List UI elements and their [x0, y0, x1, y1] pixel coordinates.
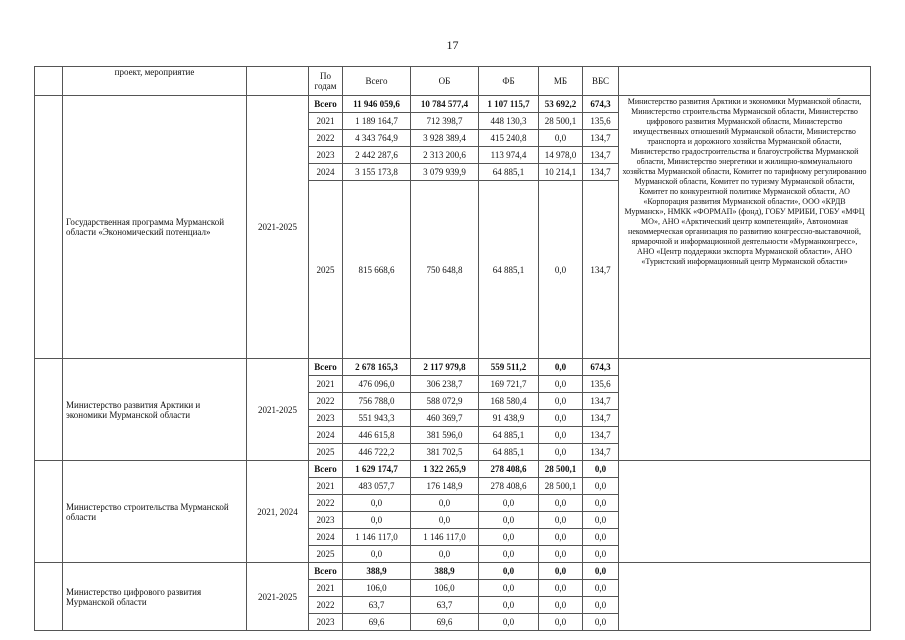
cell-total: 11 946 059,6 [343, 96, 411, 113]
header-index-cell [35, 67, 63, 96]
program-name: Министерство развития Арктики и экономики Мурманской области [63, 359, 247, 461]
cell-total: 4 343 764,9 [343, 130, 411, 147]
cell-year: 2024 [309, 529, 343, 546]
header-period-cell [247, 67, 309, 96]
cell-mb: 0,0 [539, 359, 583, 376]
executors-cell: Министерство развития Арктики и экономики Мурманской области, Министерство строительства Мурманской области, Министерство цифрового развития Мурманской области, Министерство имущественных отношений Мурманской области, Министерство транспорта и дорожного хозяйства Мурманской области, Министерство градостроительства и благоустройства Мурманской области, Министерство энергетики и жилищно-коммунального хозяйства Мурманской области, Комитет по тарифному регулированию Мурманской области, Комитет по туризму Мурманской области, Комитет по конкурентной политике Мурманской области, АО «Корпорация развития Мурманской области», ООО «КРДВ Мурманск», НМКК «ФОРМАП» (фонд), ГОБУ МРИБИ, ГОБУ «МФЦ МО», АНО «Арктический центр компетенций», Автономная некоммерческая организация по развитию конгрессно-выставочной, ярмарочной и информационной деятельности «Мурманконгресс», АНО «Центр поддержки экспорта Мурманской области», АНО «Туристский информационный центр Мурманской области» [619, 96, 871, 359]
cell-ob: 750 648,8 [411, 181, 479, 359]
cell-year: 2023 [309, 614, 343, 631]
cell-fb: 64 885,1 [479, 427, 539, 444]
header-total: Всего [343, 67, 411, 96]
cell-vbs: 134,7 [583, 130, 619, 147]
cell-ob: 0,0 [411, 512, 479, 529]
header-by-years: По годам [309, 67, 343, 96]
cell-ob: 10 784 577,4 [411, 96, 479, 113]
cell-fb: 0,0 [479, 597, 539, 614]
cell-mb: 0,0 [539, 181, 583, 359]
header-executors-cell [619, 67, 871, 96]
cell-year: 2022 [309, 597, 343, 614]
cell-year: 2022 [309, 130, 343, 147]
cell-ob: 0,0 [411, 546, 479, 563]
cell-ob: 2 117 979,8 [411, 359, 479, 376]
cell-mb: 0,0 [539, 546, 583, 563]
cell-mb: 53 692,2 [539, 96, 583, 113]
cell-fb: 559 511,2 [479, 359, 539, 376]
cell-ob: 63,7 [411, 597, 479, 614]
cell-ob: 2 313 200,6 [411, 147, 479, 164]
cell-year: 2025 [309, 181, 343, 359]
program-name: Министерство строительства Мурманской области [63, 461, 247, 563]
cell-total: 2 442 287,6 [343, 147, 411, 164]
cell-mb: 0,0 [539, 410, 583, 427]
cell-ob: 588 072,9 [411, 393, 479, 410]
cell-vbs: 135,6 [583, 376, 619, 393]
cell-total: 0,0 [343, 495, 411, 512]
cell-mb: 0,0 [539, 376, 583, 393]
cell-fb: 1 107 115,7 [479, 96, 539, 113]
index-cell [35, 461, 63, 563]
cell-fb: 0,0 [479, 529, 539, 546]
cell-total: 446 615,8 [343, 427, 411, 444]
cell-fb: 64 885,1 [479, 164, 539, 181]
cell-total: 446 722,2 [343, 444, 411, 461]
cell-total: 0,0 [343, 546, 411, 563]
program-period: 2021-2025 [247, 359, 309, 461]
cell-fb: 0,0 [479, 614, 539, 631]
cell-mb: 28 500,1 [539, 478, 583, 495]
cell-year: 2025 [309, 546, 343, 563]
index-cell [35, 563, 63, 631]
cell-ob: 306 238,7 [411, 376, 479, 393]
header-mb: МБ [539, 67, 583, 96]
cell-ob: 381 702,5 [411, 444, 479, 461]
cell-fb: 0,0 [479, 546, 539, 563]
cell-vbs: 674,3 [583, 96, 619, 113]
cell-total: 756 788,0 [343, 393, 411, 410]
cell-mb: 0,0 [539, 130, 583, 147]
program-period: 2021-2025 [247, 563, 309, 631]
cell-total: 388,9 [343, 563, 411, 580]
table-row [35, 96, 871, 113]
cell-mb: 0,0 [539, 495, 583, 512]
cell-total: 106,0 [343, 580, 411, 597]
cell-fb: 0,0 [479, 512, 539, 529]
cell-year: Всего [309, 461, 343, 478]
cell-vbs: 0,0 [583, 495, 619, 512]
cell-fb: 0,0 [479, 580, 539, 597]
cell-year: Всего [309, 96, 343, 113]
cell-ob: 381 596,0 [411, 427, 479, 444]
executors-cell [619, 359, 871, 461]
cell-year: 2021 [309, 376, 343, 393]
index-cell [35, 96, 63, 359]
cell-ob: 3 079 939,9 [411, 164, 479, 181]
header-ob: ОБ [411, 67, 479, 96]
cell-year: 2022 [309, 495, 343, 512]
cell-vbs: 0,0 [583, 546, 619, 563]
header-fb: ФБ [479, 67, 539, 96]
program-name: Государственная программа Мурманской области «Экономический потенциал» [63, 96, 247, 359]
program-name: Министерство цифрового развития Мурманской области [63, 563, 247, 631]
header-vbs: ВБС [583, 67, 619, 96]
cell-vbs: 0,0 [583, 461, 619, 478]
cell-vbs: 0,0 [583, 478, 619, 495]
cell-fb: 91 438,9 [479, 410, 539, 427]
cell-mb: 0,0 [539, 444, 583, 461]
cell-mb: 0,0 [539, 427, 583, 444]
cell-vbs: 674,3 [583, 359, 619, 376]
cell-fb: 64 885,1 [479, 181, 539, 359]
cell-ob: 0,0 [411, 495, 479, 512]
cell-vbs: 0,0 [583, 529, 619, 546]
cell-year: 2021 [309, 478, 343, 495]
cell-total: 476 096,0 [343, 376, 411, 393]
cell-ob: 388,9 [411, 563, 479, 580]
cell-mb: 0,0 [539, 393, 583, 410]
cell-fb: 278 408,6 [479, 461, 539, 478]
cell-year: 2022 [309, 393, 343, 410]
cell-mb: 28 500,1 [539, 113, 583, 130]
cell-ob: 176 148,9 [411, 478, 479, 495]
cell-mb: 14 978,0 [539, 147, 583, 164]
cell-year: 2024 [309, 427, 343, 444]
cell-year: 2023 [309, 512, 343, 529]
cell-total: 69,6 [343, 614, 411, 631]
cell-vbs: 134,7 [583, 410, 619, 427]
cell-mb: 0,0 [539, 597, 583, 614]
program-period: 2021-2025 [247, 96, 309, 359]
header-name: проект, мероприятие [63, 67, 247, 96]
cell-total: 1 146 117,0 [343, 529, 411, 546]
cell-ob: 106,0 [411, 580, 479, 597]
cell-vbs: 0,0 [583, 614, 619, 631]
cell-year: 2024 [309, 164, 343, 181]
cell-fb: 113 974,4 [479, 147, 539, 164]
cell-vbs: 0,0 [583, 563, 619, 580]
cell-fb: 0,0 [479, 495, 539, 512]
cell-mb: 10 214,1 [539, 164, 583, 181]
cell-total: 1 189 164,7 [343, 113, 411, 130]
cell-fb: 0,0 [479, 563, 539, 580]
cell-ob: 69,6 [411, 614, 479, 631]
cell-total: 1 629 174,7 [343, 461, 411, 478]
table-header-row [35, 67, 871, 96]
cell-year: Всего [309, 563, 343, 580]
cell-year: 2021 [309, 113, 343, 130]
page-number: 17 [446, 38, 459, 52]
cell-mb: 0,0 [539, 512, 583, 529]
cell-vbs: 134,7 [583, 181, 619, 359]
budget-table [34, 66, 871, 631]
cell-total: 483 057,7 [343, 478, 411, 495]
cell-vbs: 134,7 [583, 444, 619, 461]
cell-total: 3 155 173,8 [343, 164, 411, 181]
cell-year: 2023 [309, 147, 343, 164]
cell-vbs: 134,7 [583, 164, 619, 181]
table-row [35, 563, 871, 580]
cell-vbs: 134,7 [583, 147, 619, 164]
cell-fb: 64 885,1 [479, 444, 539, 461]
program-period: 2021, 2024 [247, 461, 309, 563]
cell-vbs: 0,0 [583, 512, 619, 529]
cell-ob: 1 146 117,0 [411, 529, 479, 546]
cell-vbs: 0,0 [583, 597, 619, 614]
cell-mb: 0,0 [539, 580, 583, 597]
cell-fb: 448 130,3 [479, 113, 539, 130]
cell-fb: 415 240,8 [479, 130, 539, 147]
cell-year: Всего [309, 359, 343, 376]
cell-mb: 0,0 [539, 563, 583, 580]
cell-mb: 0,0 [539, 529, 583, 546]
cell-fb: 278 408,6 [479, 478, 539, 495]
cell-vbs: 135,6 [583, 113, 619, 130]
cell-vbs: 134,7 [583, 393, 619, 410]
cell-year: 2021 [309, 580, 343, 597]
cell-total: 2 678 165,3 [343, 359, 411, 376]
cell-total: 551 943,3 [343, 410, 411, 427]
cell-fb: 169 721,7 [479, 376, 539, 393]
cell-fb: 168 580,4 [479, 393, 539, 410]
cell-mb: 0,0 [539, 614, 583, 631]
cell-total: 815 668,6 [343, 181, 411, 359]
cell-ob: 712 398,7 [411, 113, 479, 130]
cell-vbs: 0,0 [583, 580, 619, 597]
table-row [35, 461, 871, 478]
cell-total: 63,7 [343, 597, 411, 614]
cell-ob: 1 322 265,9 [411, 461, 479, 478]
cell-mb: 28 500,1 [539, 461, 583, 478]
cell-ob: 460 369,7 [411, 410, 479, 427]
cell-year: 2025 [309, 444, 343, 461]
cell-vbs: 134,7 [583, 427, 619, 444]
cell-year: 2023 [309, 410, 343, 427]
cell-ob: 3 928 389,4 [411, 130, 479, 147]
index-cell [35, 359, 63, 461]
cell-total: 0,0 [343, 512, 411, 529]
executors-cell [619, 563, 871, 631]
executors-cell [619, 461, 871, 563]
table-row [35, 359, 871, 376]
